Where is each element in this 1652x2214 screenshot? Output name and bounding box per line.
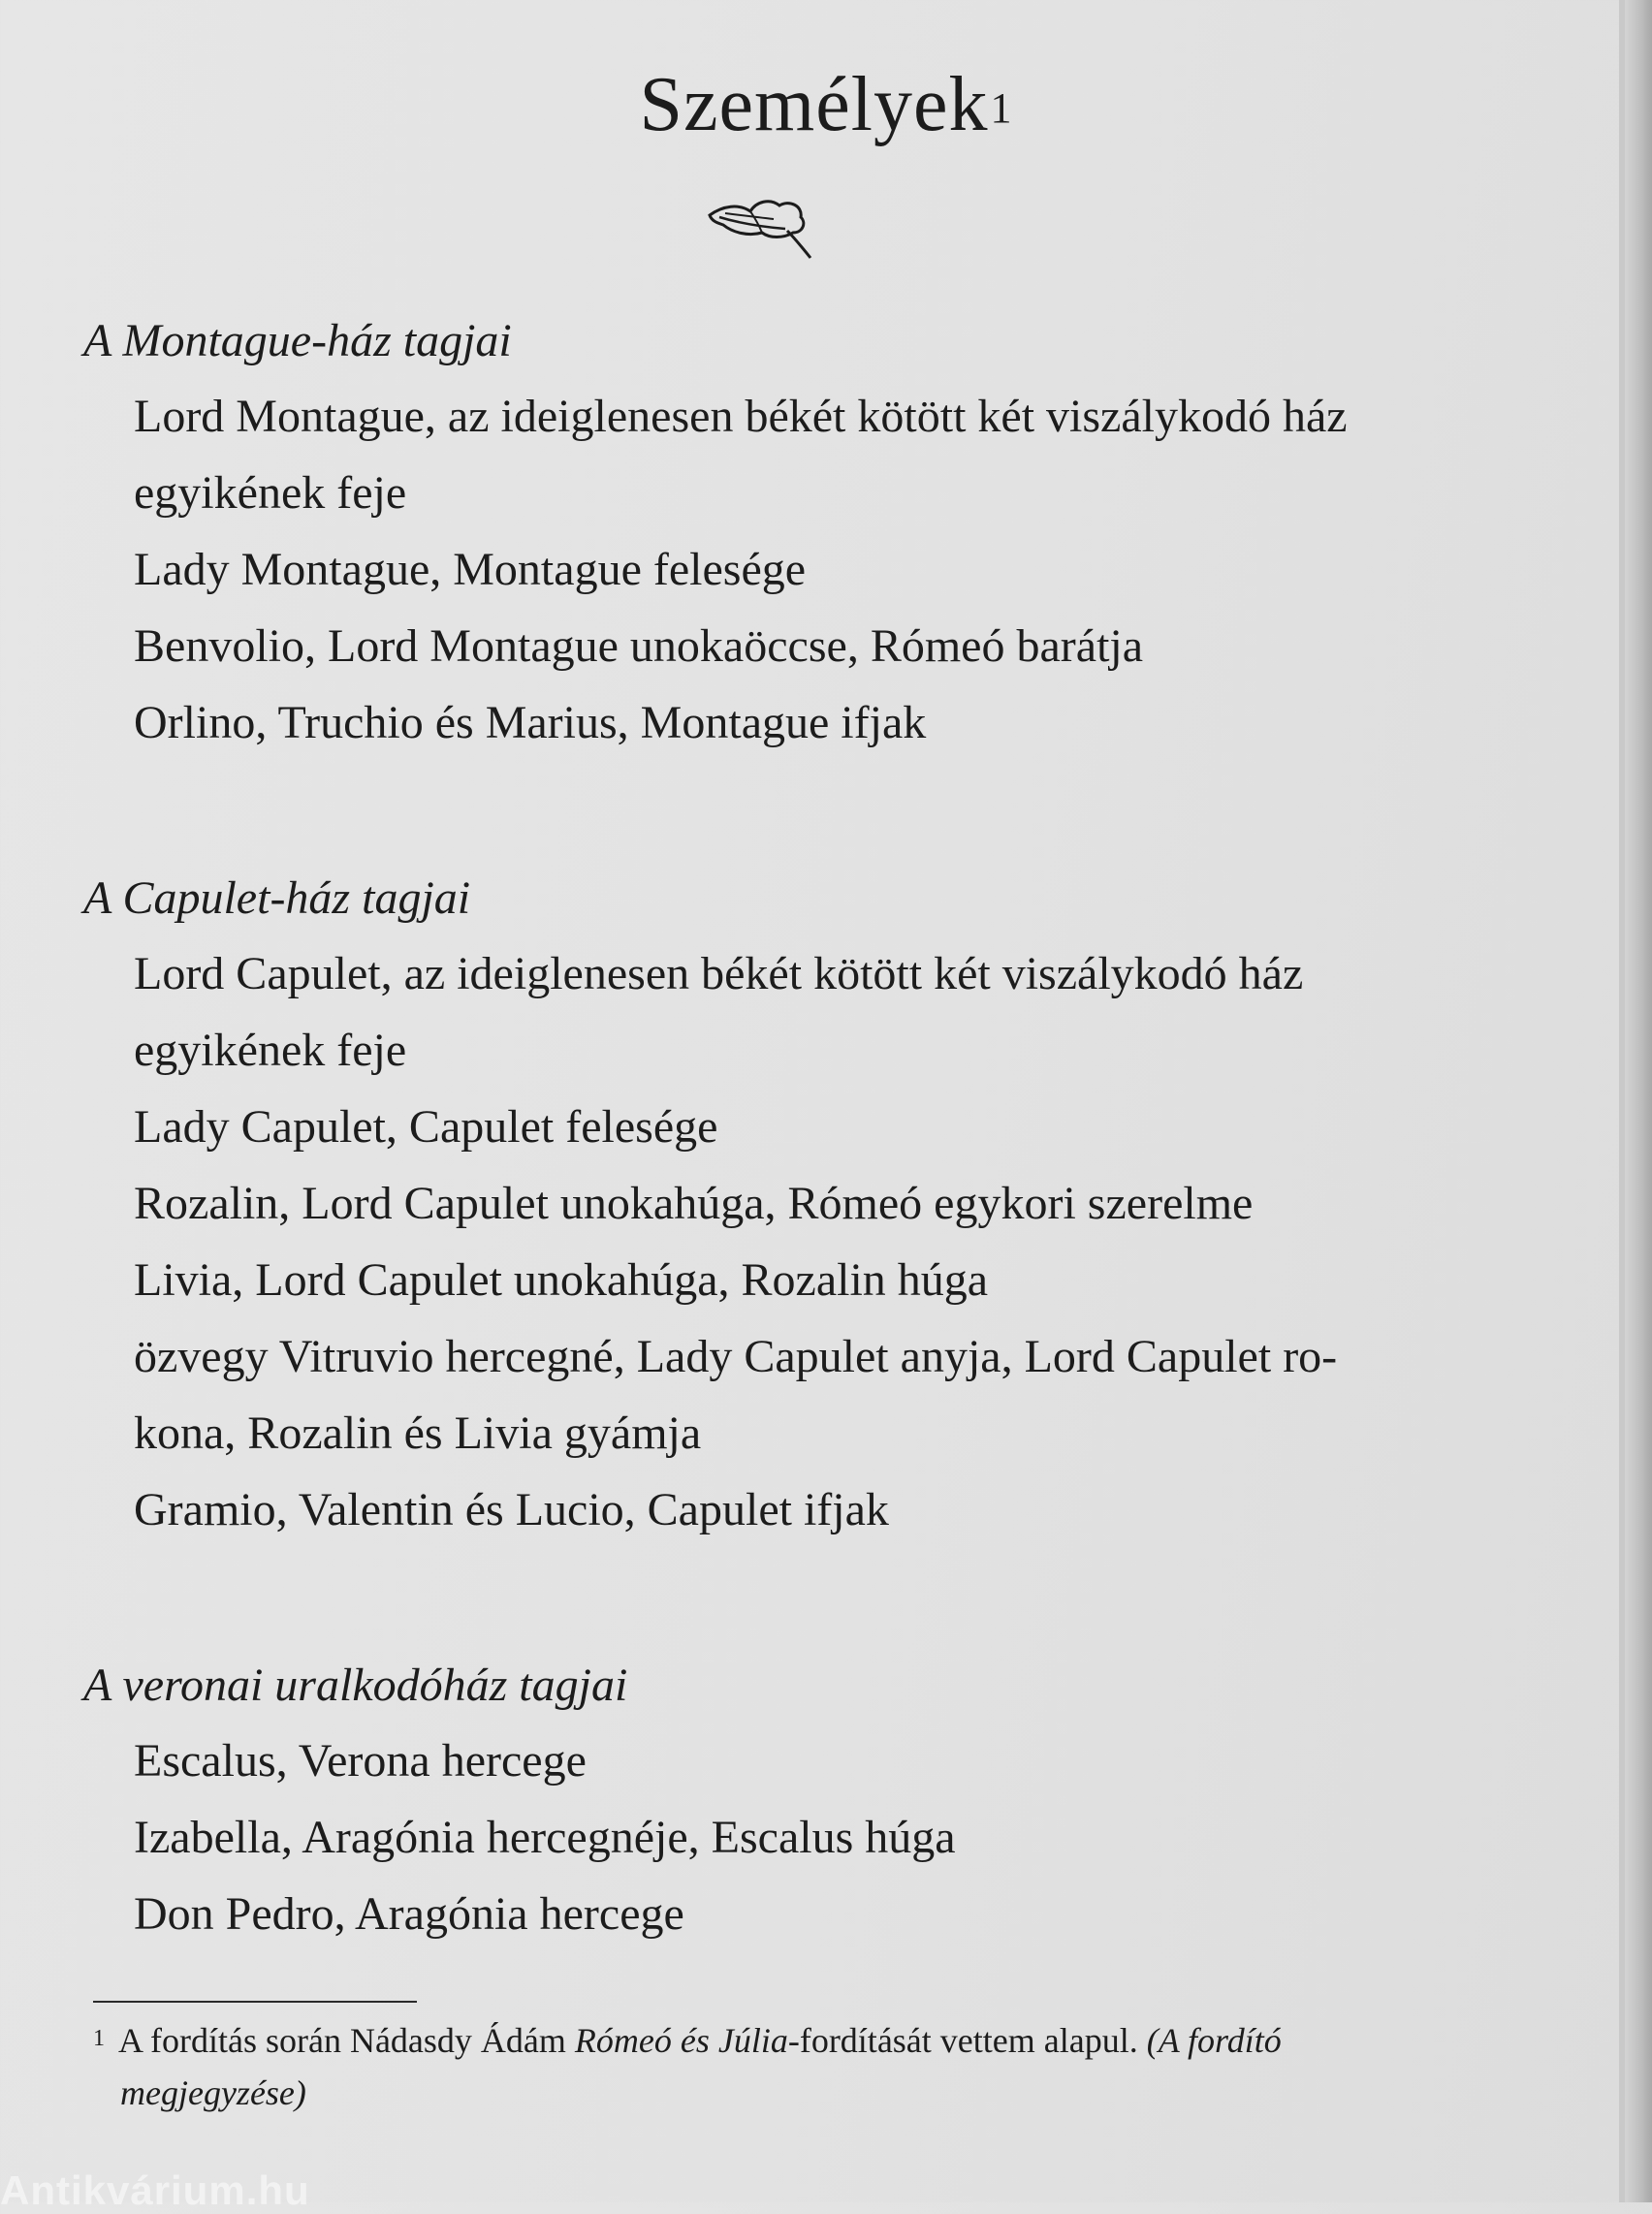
cast-entry [83, 608, 1460, 684]
footnote-text-after: -fordítását vettem alapul. [787, 2021, 1147, 2060]
entry-line: Livia, Lord Capulet unokahúga, Rozalin húga [134, 1254, 989, 1306]
entry-line: özvegy Vitruvio hercegné, Lady Capulet anyja, Lord Capulet ro- [134, 1331, 1338, 1382]
section-verona [83, 1647, 1460, 1952]
entry-line: Benvolio, Lord Montague unokaöccse, Rómeó barátja [134, 620, 1144, 672]
entry-line: Lord Capulet, az ideiglenesen békét kötött két viszálykodó ház [134, 948, 1304, 999]
section-heading: A veronai uralkodóház tagjai [83, 1660, 628, 1711]
page-edge [1625, 0, 1652, 2202]
entry-continuation: egyikének feje [134, 1025, 407, 1076]
entry-continuation: kona, Rozalin és Livia gyámja [134, 1407, 702, 1459]
entry-line: Orlino, Truchio és Marius, Montague ifjak [134, 697, 927, 748]
footnote-work-title: Rómeó és Júlia [574, 2021, 788, 2060]
entry-continuation: egyikének feje [134, 467, 407, 519]
section-montague [83, 302, 1460, 761]
cast-entry [83, 378, 1460, 531]
entry-line: Lady Montague, Montague felesége [134, 544, 807, 595]
watermark: Antikvárium.hu [0, 2167, 310, 2213]
section-capulet [83, 860, 1460, 1548]
page-title-text: Személyek [639, 62, 989, 147]
cast-entry [83, 1799, 1460, 1876]
cast-entry [83, 935, 1460, 1089]
leaf-flourish-icon [706, 194, 814, 264]
entry-line: Don Pedro, Aragónia hercege [134, 1888, 684, 1940]
entry-line: Gramio, Valentin és Lucio, Capulet ifjak [134, 1484, 889, 1535]
footnote-text: A fordítás során Nádasdy Ádám [118, 2021, 575, 2060]
footnote-mark: 1 [93, 2026, 105, 2051]
entry-line: Escalus, Verona hercege [134, 1735, 587, 1787]
title-footnote-mark: 1 [990, 84, 1013, 132]
cast-entry [83, 1165, 1460, 1242]
cast-entry [83, 1318, 1460, 1471]
section-heading: A Montague-ház tagjai [83, 315, 512, 366]
entry-line: Izabella, Aragónia hercegnéje, Escalus húga [134, 1812, 956, 1863]
cast-entry [83, 1242, 1460, 1318]
cast-entry [83, 684, 1460, 761]
footnote-translator-note-cont: megjegyzése) [120, 2073, 306, 2112]
cast-list [83, 302, 1460, 2051]
footnote-divider [93, 2001, 417, 2003]
cast-entry [83, 1089, 1460, 1165]
cast-entry [83, 531, 1460, 608]
entry-line: Lord Montague, az ideiglenesen békét kötött két viszálykodó ház [134, 391, 1348, 442]
entry-line: Rozalin, Lord Capulet unokahúga, Rómeó egykori szerelme [134, 1178, 1254, 1229]
cast-entry [83, 1876, 1460, 1952]
cast-entry [83, 1723, 1460, 1799]
section-heading: A Capulet-ház tagjai [83, 872, 471, 924]
footnote [93, 2014, 1450, 2119]
cast-entry [83, 1471, 1460, 1548]
footnote-translator-note: (A fordító [1146, 2021, 1282, 2060]
entry-line: Lady Capulet, Capulet felesége [134, 1101, 718, 1153]
page-title [0, 56, 1652, 153]
